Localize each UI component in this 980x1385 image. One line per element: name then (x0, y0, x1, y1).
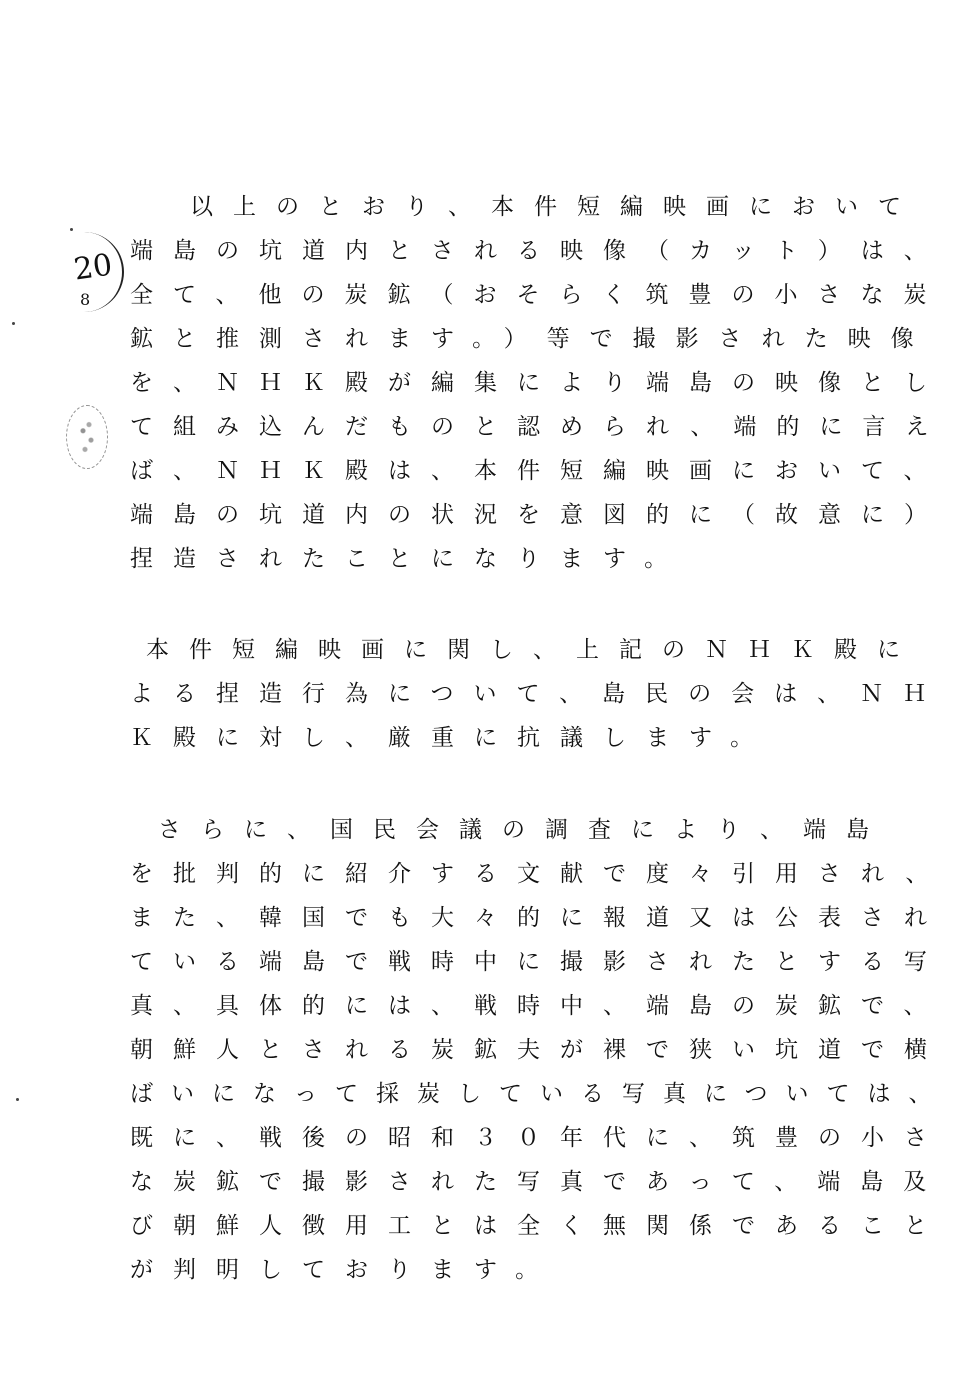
text-line: 端島の坑道内とされる映像（カット）は、 (130, 238, 947, 264)
text-line: て組み込んだものと認められ、端的に言え (130, 414, 949, 440)
text-line: また、韓国でも大々的に報道又は公表され (130, 905, 947, 931)
margin-dot (70, 228, 73, 231)
margin-stamp-number: 20 (71, 247, 115, 288)
text-line: を、ＮＨＫ殿が編集により端島の映像とし (130, 370, 947, 396)
text-line: 端島の坑道内の状況を意図的に（故意に） (130, 502, 947, 528)
text-line: 鉱と推測されます。）等で撮影された映像 (130, 326, 934, 352)
text-line: 以上のとおり、本件短編映画において (190, 194, 921, 220)
paragraph-3 (130, 808, 950, 1292)
text-line: 朝鮮人とされる炭鉱夫が裸で狭い坑道で横 (130, 1037, 947, 1063)
text-line: 真、具体的には、戦時中、端島の炭鉱で、 (130, 993, 947, 1019)
text-line: が判明しております。 (130, 1257, 559, 1283)
text-line: ば、ＮＨＫ殿は、本件短編映画において、 (130, 458, 947, 484)
margin-stamp-sub: 8 (80, 290, 91, 309)
text-line: ばいになって採炭している写真については、 (130, 1081, 950, 1107)
seal-stamp-icon (66, 405, 108, 469)
paragraph-2 (130, 628, 947, 760)
margin-dot (12, 322, 15, 325)
text-line: な炭鉱で撮影された写真であって、端島及 (130, 1169, 947, 1195)
text-line: さらに、国民会議の調査により、端島 (158, 817, 889, 843)
text-line: よる捏造行為について、島民の会は、ＮＨ (130, 681, 947, 707)
margin-dot (16, 1098, 19, 1101)
paragraph-1 (130, 185, 949, 581)
text-line: 本件短編映画に関し、上記のＮＨＫ殿に (146, 637, 920, 663)
text-line: び朝鮮人徴用工とは全く無関係であること (130, 1213, 947, 1239)
text-line: ている端島で戦時中に撮影されたとする写 (130, 949, 947, 975)
text-line: 捏造されたことになります。 (130, 546, 688, 572)
text-line: 全て、他の炭鉱（おそらく筑豊の小さな炭 (130, 282, 947, 308)
text-line: を批判的に紹介する文献で度々引用され、 (130, 861, 949, 887)
text-line: Ｋ殿に対し、厳重に抗議します。 (130, 725, 774, 751)
text-line: 既に、戦後の昭和３０年代に、筑豊の小さ (130, 1125, 947, 1151)
